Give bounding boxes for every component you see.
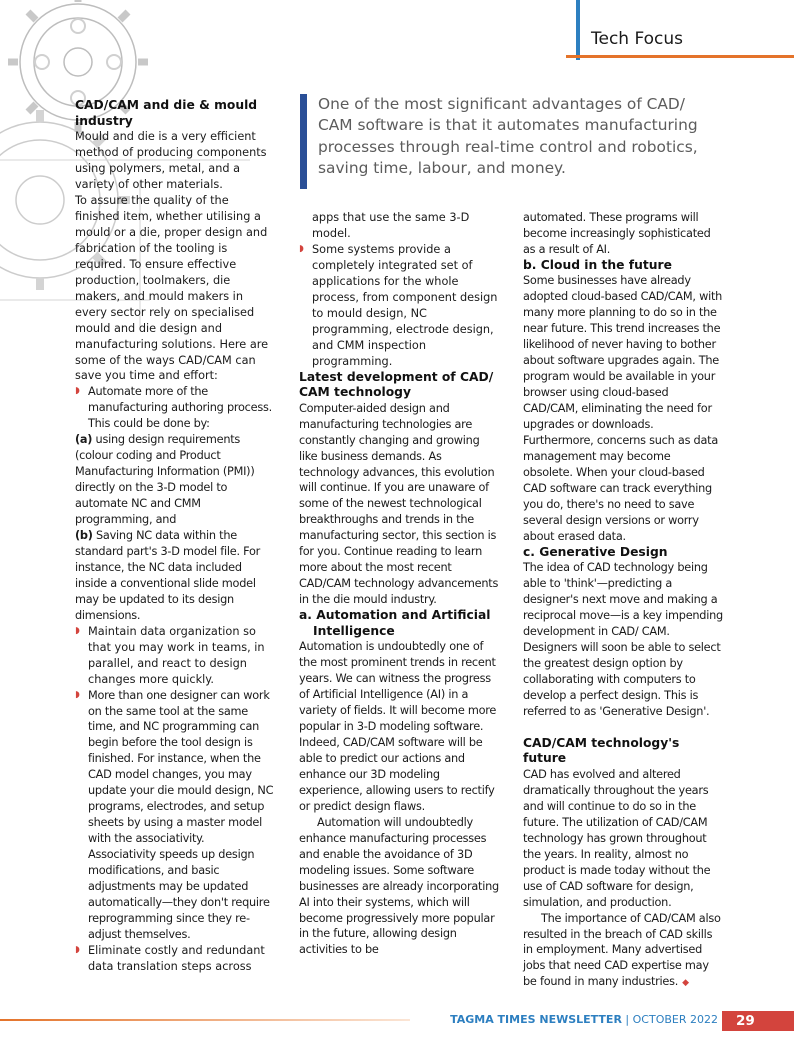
list-item: [75, 432, 275, 528]
section-heading: CAD/CAM and die & mould industry: [75, 98, 258, 128]
column-3: [523, 210, 723, 992]
paragraph: To assure the quality of the finished item, whether utilising a mould or a die, proper design and fabrication of the tooling is required. To ensure effective production, toolmakers, die makers, and mould makers in every sector rely on specialised mould and die design and manufacturing solutions. Here are some of the ways CAD/CAM can save you time and effort:: [75, 194, 269, 383]
pull-quote-text: One of the most significant advantages of CAD/ CAM software is that it automates manufacturing processes through real-time control and robotics, saving time, labour, and money.: [318, 95, 698, 177]
end-mark-icon: ◆: [682, 978, 689, 989]
column-2: [299, 210, 499, 958]
bullet-continuation: apps that use the same 3-D model.: [312, 211, 470, 240]
header-underline: [566, 55, 794, 58]
bullet-item: ◗ Maintain data organization so that you may work in teams, in parallel, and react to design changes more quickly.: [75, 624, 275, 688]
section-heading: CAD/CAM technology's future: [523, 735, 680, 766]
footer-rule: [0, 1019, 410, 1021]
paragraph: Mould and die is a very efficient method of producing components using polymers, metal, and a variety of other materials.: [75, 130, 267, 192]
list-text: using design requirements (colour coding and Product Manufacturing Information (PMI)) directly on the 3-D model to automate NC and CMM programming, and: [75, 433, 255, 527]
subsection-heading: c. Generative Design: [523, 544, 668, 559]
bullet-item: ◗ Automate more of the manufacturing authoring process. This could be done by:: [75, 384, 275, 432]
page-number: 29: [722, 1011, 794, 1031]
paragraph-text: The importance of CAD/CAM also resulted in the breach of CAD skills in employment. Many advertised jobs that need CAD expertise may be found in many industries.: [523, 911, 721, 989]
pull-quote: [300, 94, 720, 189]
paragraph: The idea of CAD technology being able to 'think'—predicting a designer's next move and making a reciprocal move—is a key impending development in CAD/ CAM. Designers will soon be able to select the greatest design option by collaborating with computers to develop a perfect design. This is referred to as 'Generative Design'.: [523, 561, 723, 718]
paragraph: automated. These programs will become increasingly sophisticated as a result of AI.: [523, 211, 711, 256]
paragraph: Automation is undoubtedly one of the most prominent trends in recent years. We can witness the progress of Artificial Intelligence (AI) in a variety of fields. It will become more popular in 3-D modeling software. Indeed, CAD/CAM software will be able to predict our actions and enhance our 3D modeling experience, allowing users to rectify or predict design flaws.: [299, 640, 497, 813]
section-heading: Latest development of CAD/ CAM technology: [299, 369, 494, 400]
footer-separator: |: [625, 1013, 630, 1026]
footer-info: [450, 1013, 718, 1026]
subsection-heading: a. Automation and Artificial Intelligence: [299, 608, 491, 638]
column-1: [75, 98, 275, 975]
issue-date: OCTOBER 2022: [632, 1013, 718, 1026]
bullet-item: ◗ Eliminate costly and redundant data translation steps across: [75, 943, 275, 975]
paragraph: [523, 911, 723, 993]
spacer: [523, 720, 723, 736]
subsection-heading: b. Cloud in the future: [523, 257, 672, 272]
paragraph: CAD has evolved and altered dramatically throughout the years and will continue to do so in the future. The utilization of CAD/CAM technology has grown throughout the years. In reality, almost no product is made today without the use of CAD software for design, simulation, and production.: [523, 767, 711, 909]
list-text: Saving NC data within the standard part's 3-D model file. For instance, the NC data included inside a conventional slide model may be updated to its design dimensions.: [75, 529, 261, 622]
section-title: Tech Focus: [591, 29, 684, 49]
paragraph: Some businesses have already adopted cloud-based CAD/CAM, with many more planning to do so in the near future. This trend increases the likelihood of never having to bother about software upgrades again. The program would be available in your browser using cloud-based CAD/CAM, eliminating the need for upgrades or downloads. Furthermore, concerns such as data management may become obsolete. When your cloud-based CAD software can track everything you do, there's no need to save several design versions or worry about erased data.: [523, 274, 723, 543]
list-label: (b): [75, 529, 93, 543]
paragraph: Automation will undoubtedly enhance manufacturing processes and enable the avoidance of 3D modeling issues. Some software businesses are already incorporating AI into their systems, which will become progressively more popular in the future, allowing design activities to be: [299, 815, 499, 957]
list-label: (a): [75, 433, 93, 447]
publication-name: TAGMA TIMES NEWSLETTER: [450, 1013, 622, 1026]
header-accent-bar: [576, 0, 580, 60]
list-item: [75, 528, 275, 624]
bullet-item: ◗ More than one designer can work on the same tool at the same time, and NC programming can begin before the tool design is finished. For instance, when the CAD model changes, you may update your die mould design, NC programs, electrodes, and setup sheets by using a master model with the associativity. Associativity speeds up design modifications, and basic adjustments may be updated automatically—they don't require reprogramming since they re-adjust themselves.: [75, 688, 275, 943]
paragraph: Computer-aided design and manufacturing technologies are constantly changing and growing like business demands. As technology advances, this evolution will continue. If you are unaware of some of the newest technological breakthroughs and trends in the manufacturing sector, this section is for you. Continue reading to learn more about the most recent CAD/CAM technology advancements in the die mould industry.: [299, 401, 499, 607]
bullet-item: ◗ Some systems provide a completely integrated set of applications for the whole process, from component design to mould design, NC programming, electrode design, and CMM inspection programming.: [299, 242, 499, 370]
